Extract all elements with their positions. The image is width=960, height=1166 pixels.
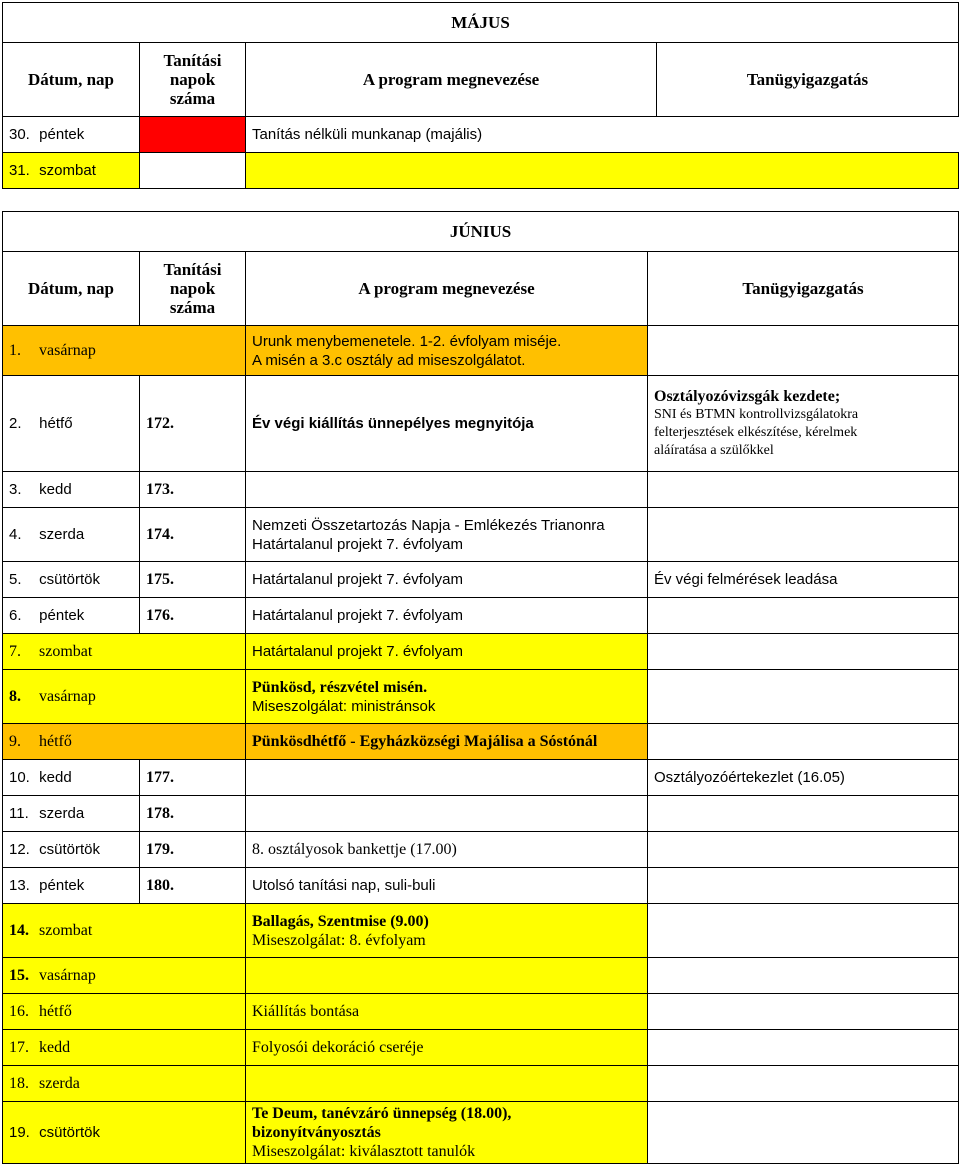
count-cell: 175.: [140, 562, 246, 598]
program-cell: Urunk menybemenetele. 1-2. évfolyam miséje. A misén a 3.c osztály ad miseszolgálatot.: [246, 326, 648, 376]
table-row: [3, 832, 959, 868]
table-row: [3, 472, 959, 508]
date-cell: 6. péntek: [3, 598, 140, 634]
admin-cell: [648, 472, 959, 508]
admin-cell: [648, 832, 959, 868]
count-cell: 179.: [140, 832, 246, 868]
header-program: A program megnevezése: [246, 43, 657, 117]
admin-cell: Osztályozóértekezlet (16.05): [648, 760, 959, 796]
date-cell: 16. hétfő: [3, 994, 246, 1030]
program-cell: [246, 472, 648, 508]
header-date: Dátum, nap: [3, 43, 140, 117]
header-days: Tanítási napok száma: [140, 43, 246, 117]
table-row: [3, 796, 959, 832]
header-days: Tanítási napok száma: [140, 252, 246, 326]
count-cell: 173.: [140, 472, 246, 508]
header-admin: Tanügyigazgatás: [657, 43, 959, 117]
program-cell: Pünkösdhétfő - Egyházközségi Majálisa a Sóstónál: [246, 724, 648, 760]
date-cell: 5. csütörtök: [3, 562, 140, 598]
admin-cell: [648, 670, 959, 724]
admin-cell: [648, 994, 959, 1030]
table-row: [3, 670, 959, 724]
program-cell: Pünkösd, részvétel misén. Miseszolgálat: ministránsok: [246, 670, 648, 724]
table-row: [3, 376, 959, 472]
date-cell: 30. péntek: [3, 117, 140, 153]
table-row: [3, 634, 959, 670]
admin-cell: [648, 868, 959, 904]
admin-cell: [648, 904, 959, 958]
count-cell: 172.: [140, 376, 246, 472]
table-row: [3, 904, 959, 958]
date-cell: 17. kedd: [3, 1030, 246, 1066]
date-cell: 11. szerda: [3, 796, 140, 832]
table-row: [3, 117, 959, 153]
date-cell: 4. szerda: [3, 508, 140, 562]
admin-cell: [648, 724, 959, 760]
header-program: A program megnevezése: [246, 252, 648, 326]
program-cell: Folyosói dekoráció cseréje: [246, 1030, 648, 1066]
count-cell: 178.: [140, 796, 246, 832]
program-cell: [246, 958, 648, 994]
count-cell: 176.: [140, 598, 246, 634]
date-cell: 18. szerda: [3, 1066, 246, 1102]
admin-cell: Év végi felmérések leadása: [648, 562, 959, 598]
count-cell: 180.: [140, 868, 246, 904]
admin-cell: [648, 326, 959, 376]
admin-cell: [648, 1030, 959, 1066]
table-row: [3, 508, 959, 562]
holiday-marker: [140, 117, 246, 153]
admin-cell: [648, 508, 959, 562]
table-row: [3, 1066, 959, 1102]
table-row: [3, 326, 959, 376]
date-cell: 1. vasárnap: [3, 326, 246, 376]
header-admin: Tanügyigazgatás: [648, 252, 959, 326]
program-cell: [246, 760, 648, 796]
table-row: [3, 868, 959, 904]
table-row: [3, 598, 959, 634]
table-row: [3, 1030, 959, 1066]
program-cell: [246, 796, 648, 832]
program-cell: Kiállítás bontása: [246, 994, 648, 1030]
header-date: Dátum, nap: [3, 252, 140, 326]
table-row: [3, 562, 959, 598]
count-cell: 177.: [140, 760, 246, 796]
table-row: [3, 724, 959, 760]
admin-cell: [648, 1102, 959, 1164]
admin-cell: [648, 958, 959, 994]
table-row: [3, 1102, 959, 1164]
table-row: [3, 153, 959, 189]
date-cell: 19. csütörtök: [3, 1102, 246, 1164]
program-cell: Határtalanul projekt 7. évfolyam: [246, 634, 648, 670]
june-table: [2, 211, 959, 1164]
date-cell: 7. szombat: [3, 634, 246, 670]
admin-cell: [648, 1066, 959, 1102]
program-cell: Utolsó tanítási nap, suli-buli: [246, 868, 648, 904]
date-cell: 14. szombat: [3, 904, 246, 958]
table-row: [3, 760, 959, 796]
program-cell: [246, 153, 959, 189]
program-cell: Határtalanul projekt 7. évfolyam: [246, 598, 648, 634]
table-row: [3, 994, 959, 1030]
month-title: JÚNIUS: [3, 212, 959, 252]
may-table: [2, 2, 959, 189]
admin-cell: [648, 598, 959, 634]
table-row: [3, 958, 959, 994]
program-cell: Nemzeti Összetartozás Napja - Emlékezés Trianonra Határtalanul projekt 7. évfolyam: [246, 508, 648, 562]
admin-cell: [648, 634, 959, 670]
date-cell: 2. hétfő: [3, 376, 140, 472]
date-cell: 15. vasárnap: [3, 958, 246, 994]
program-cell: Tanítás nélküli munkanap (majális): [246, 117, 959, 153]
program-cell: [246, 1066, 648, 1102]
count-cell: 174.: [140, 508, 246, 562]
admin-cell: Osztályozóvizsgák kezdete; SNI és BTMN kontrollvizsgálatokra felterjesztések elkészítése, kérelmek aláíratása a szülőkkel: [648, 376, 959, 472]
program-cell: Év végi kiállítás ünnepélyes megnyitója: [246, 376, 648, 472]
date-cell: 13. péntek: [3, 868, 140, 904]
program-cell: 8. osztályosok bankettje (17.00): [246, 832, 648, 868]
program-cell: Ballagás, Szentmise (9.00) Miseszolgálat: 8. évfolyam: [246, 904, 648, 958]
date-cell: 3. kedd: [3, 472, 140, 508]
date-cell: 10. kedd: [3, 760, 140, 796]
date-cell: 8. vasárnap: [3, 670, 246, 724]
count-cell: [140, 153, 246, 189]
month-title: MÁJUS: [3, 3, 959, 43]
program-cell: Te Deum, tanévzáró ünnepség (18.00), bizonyítványosztás Miseszolgálat: kiválasztott tanulók: [246, 1102, 648, 1164]
date-cell: 31. szombat: [3, 153, 140, 189]
program-cell: Határtalanul projekt 7. évfolyam: [246, 562, 648, 598]
date-cell: 12. csütörtök: [3, 832, 140, 868]
admin-cell: [648, 796, 959, 832]
date-cell: 9. hétfő: [3, 724, 246, 760]
